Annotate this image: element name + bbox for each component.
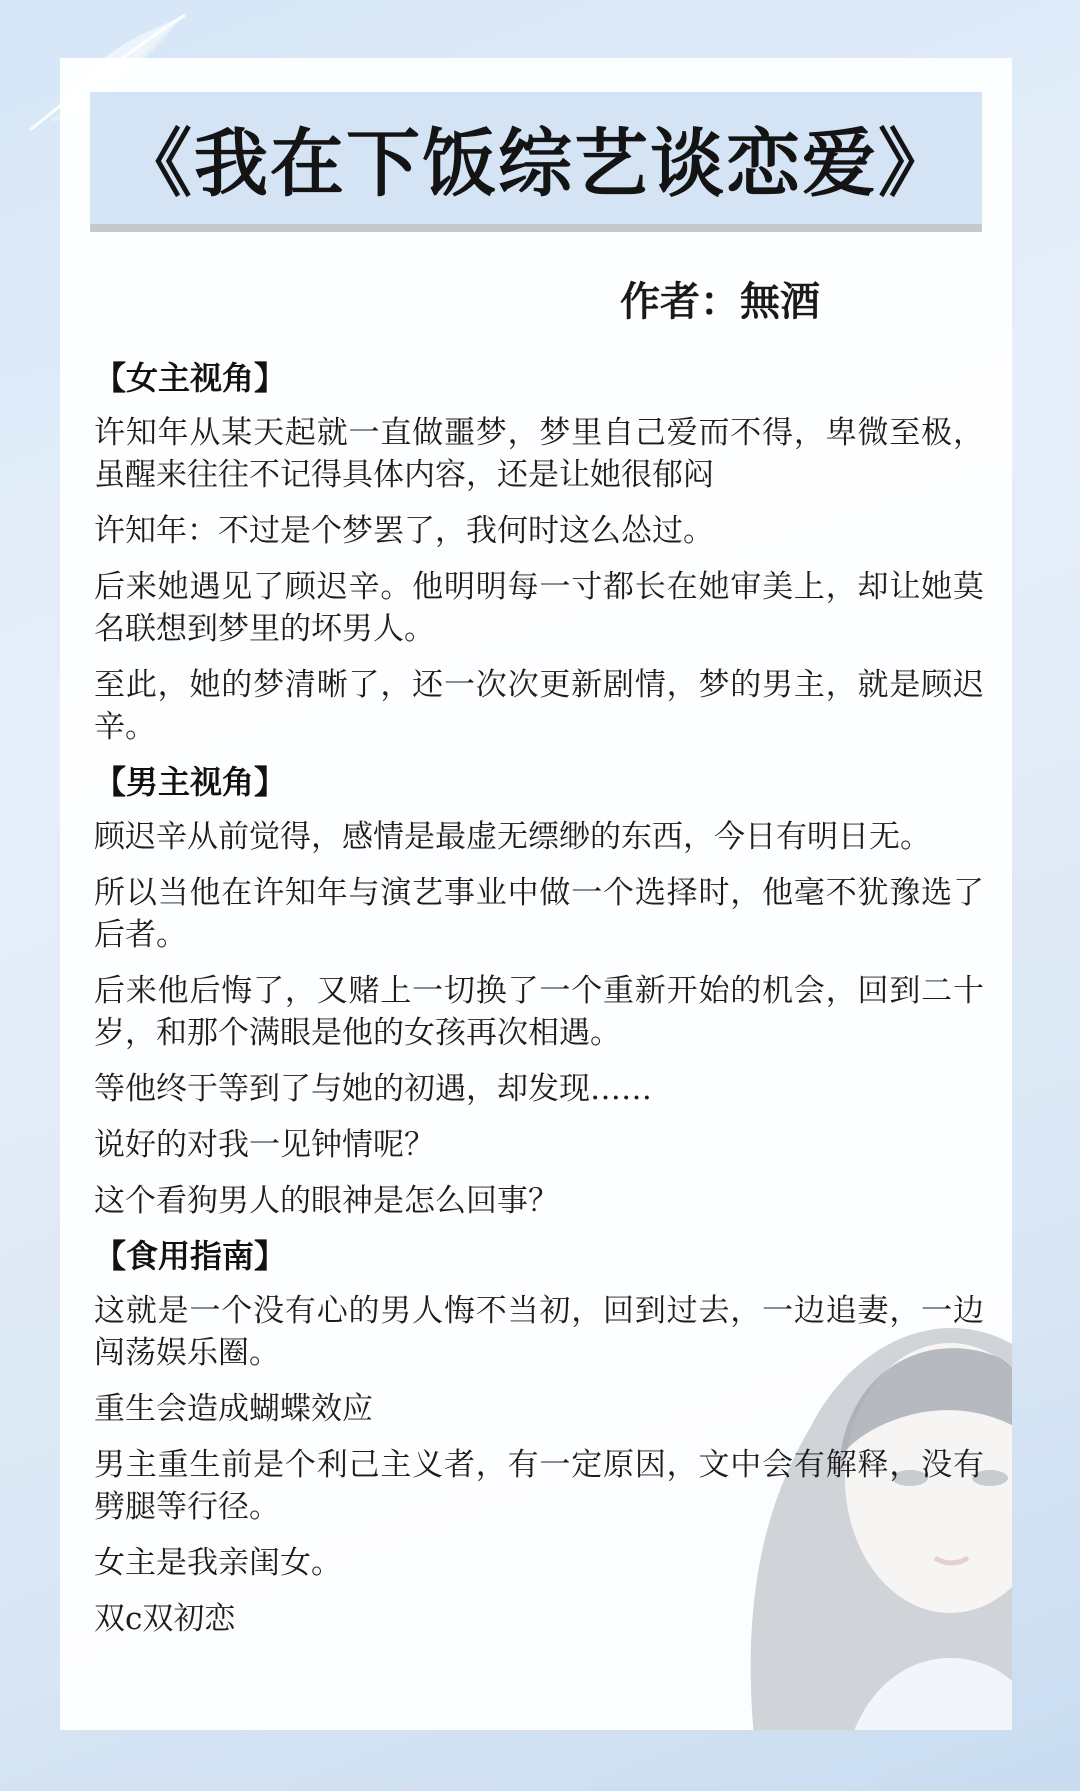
paragraph: 男主重生前是个利己主义者，有一定原因，文中会有解释，没有劈腿等行径。 xyxy=(94,1447,984,1525)
paragraph: 许知年：不过是个梦罢了，我何时这么怂过。 xyxy=(94,513,714,549)
paragraph: 所以当他在许知年与演艺事业中做一个选择时，他毫不犹豫选了后者。 xyxy=(94,875,984,953)
title-banner xyxy=(90,92,982,224)
paragraph: 许知年从某天起就一直做噩梦，梦里自己爱而不得，卑微至极，虽醒来往往不记得具体内容，还是让她很郁闷 xyxy=(94,415,984,493)
section-hero xyxy=(94,762,984,1222)
paragraph: 双c双初恋 xyxy=(94,1601,236,1637)
paragraph: 这个看狗男人的眼神是怎么回事？ xyxy=(94,1183,559,1219)
section-heading: 【食用指南】 xyxy=(94,1237,287,1275)
section-heading: 【男主视角】 xyxy=(94,763,287,801)
paragraph: 说好的对我一见钟情呢？ xyxy=(94,1127,435,1163)
paragraph: 后来他后悔了，又赌上一切换了一个重新开始的机会，回到二十岁，和那个满眼是他的女孩再次相遇。 xyxy=(94,973,984,1051)
content-panel xyxy=(60,58,1012,1730)
synopsis-body xyxy=(94,358,984,1654)
section-heroine xyxy=(94,358,984,748)
paragraph: 至此，她的梦清晰了，还一次次更新剧情，梦的男主，就是顾迟辛。 xyxy=(94,667,984,745)
book-title: 《我在下饭综艺谈恋爱》 xyxy=(118,121,954,207)
paragraph: 顾迟辛从前觉得，感情是最虚无缥缈的东西，今日有明日无。 xyxy=(94,819,931,855)
paragraph: 这就是一个没有心的男人悔不当初，回到过去，一边追妻，一边闯荡娱乐圈。 xyxy=(94,1293,984,1371)
section-heading: 【女主视角】 xyxy=(94,359,287,397)
section-reading-guide xyxy=(94,1236,984,1640)
author-line: 作者：無酒 xyxy=(620,279,820,325)
paragraph: 等他终于等到了与她的初遇，却发现…… xyxy=(94,1071,652,1107)
paragraph: 后来她遇见了顾迟辛。他明明每一寸都长在她审美上，却让她莫名联想到梦里的坏男人。 xyxy=(94,569,984,647)
paragraph: 女主是我亲闺女。 xyxy=(94,1545,342,1581)
paragraph: 重生会造成蝴蝶效应 xyxy=(94,1391,373,1427)
